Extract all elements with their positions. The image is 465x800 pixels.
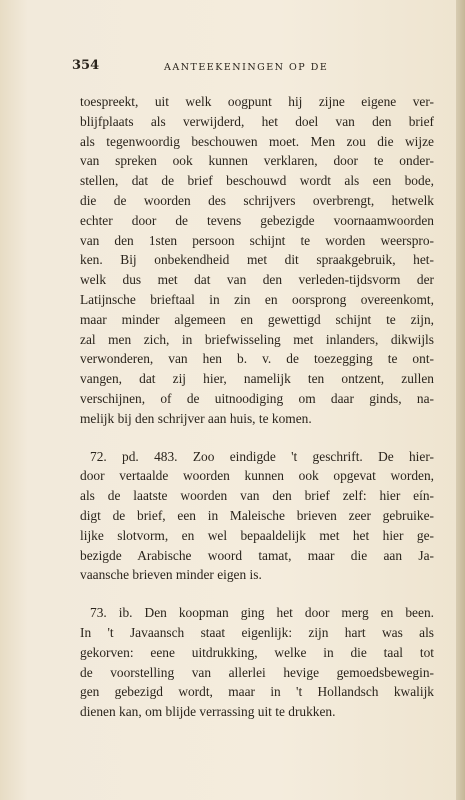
page-number: 354 (72, 58, 100, 73)
text-line: bezigde Arabische woord tamat, maar die aan Ja- (80, 547, 434, 563)
text-line: stellen, dat de brief beschouwd wordt als een bode, (80, 173, 434, 189)
text-line: digt de brief, een in Maleische brieven zeer gebruike- (80, 507, 434, 523)
text-line: van den 1sten persoon schijnt te worden weerspro- (80, 232, 434, 248)
text-line: verwonderen, van hen b. v. de toezegging te ont- (80, 351, 434, 367)
text-line: 72. pd. 483. Zoo eindigde 't geschrift. De hier- (90, 448, 434, 464)
text-line: welk dus met dat van den verleden-tijdsvorm der (80, 272, 434, 288)
text-line: toespreekt, uit welk oogpunt hij zijne eigene ver- (80, 94, 434, 109)
text-line: die de woorden des schrijvers overbrengt, hetwelk (80, 192, 434, 208)
text-line: de voorstelling van allerlei hevige gemoedsbewegin- (80, 664, 434, 680)
page-header (72, 58, 432, 74)
text-line: vangen, dat zij hier, namelijk ten ontzent, zullen (80, 371, 434, 387)
text-line: blijfplaats als verwijderd, het doel van den brief (80, 113, 434, 129)
text-line: gen gebezigd wordt, maar in 't Hollandsch kwalijk (80, 684, 434, 700)
text-line: echter door de tevens gebezigde voornaamwoorden (80, 212, 434, 228)
text-line: door vertaalde woorden kunnen ook opgevat worden, (80, 468, 434, 484)
text-line: 73. ib. Den koopman ging het door merg en been. (90, 605, 434, 621)
text-line: als de laatste woorden van den brief zelf: hier eín- (80, 488, 434, 504)
text-line: Latijnsche brieftaal in zin en oorsprong overeenkomt, (80, 291, 434, 307)
page-edge (456, 0, 465, 800)
paragraph-1 (80, 92, 434, 429)
body-text (80, 92, 434, 722)
text-line: van spreken ook kunnen verklaren, door te onder- (80, 153, 434, 169)
text-line: maar minder algemeen en gewettigd schijnt te zijn, (80, 311, 434, 327)
paragraph-3 (80, 603, 434, 722)
paragraph-2 (80, 447, 434, 586)
text-line: In 't Javaansch staat eigenlijk: zijn hart was als (80, 624, 434, 640)
text-line: zal men zich, in briefwisseling met inlanders, dikwijls (80, 331, 434, 347)
text-line: melijk bij den schrijver aan huis, te komen. (80, 410, 312, 426)
text-line: ken. Bij onbekendheid met dit spraakgebruik, het- (80, 252, 434, 268)
text-line: gekorven: eene uitdrukking, welke in die taal tot (80, 644, 434, 660)
text-line: lijke slotvorm, en wel bepaaldelijk met het hier ge- (80, 527, 434, 543)
text-line: dienen kan, om blijde verrassing uit te drukken. (80, 704, 336, 720)
text-line: vaansche brieven minder eigen is. (80, 567, 262, 583)
text-line: als tegenwoordig beschouwen moet. Men zou die wijze (80, 133, 434, 149)
text-line: verschijnen, of de uitnoodiging om daar ginds, na- (80, 390, 434, 406)
running-head: AANTEEKENINGEN OP DE (164, 62, 329, 73)
